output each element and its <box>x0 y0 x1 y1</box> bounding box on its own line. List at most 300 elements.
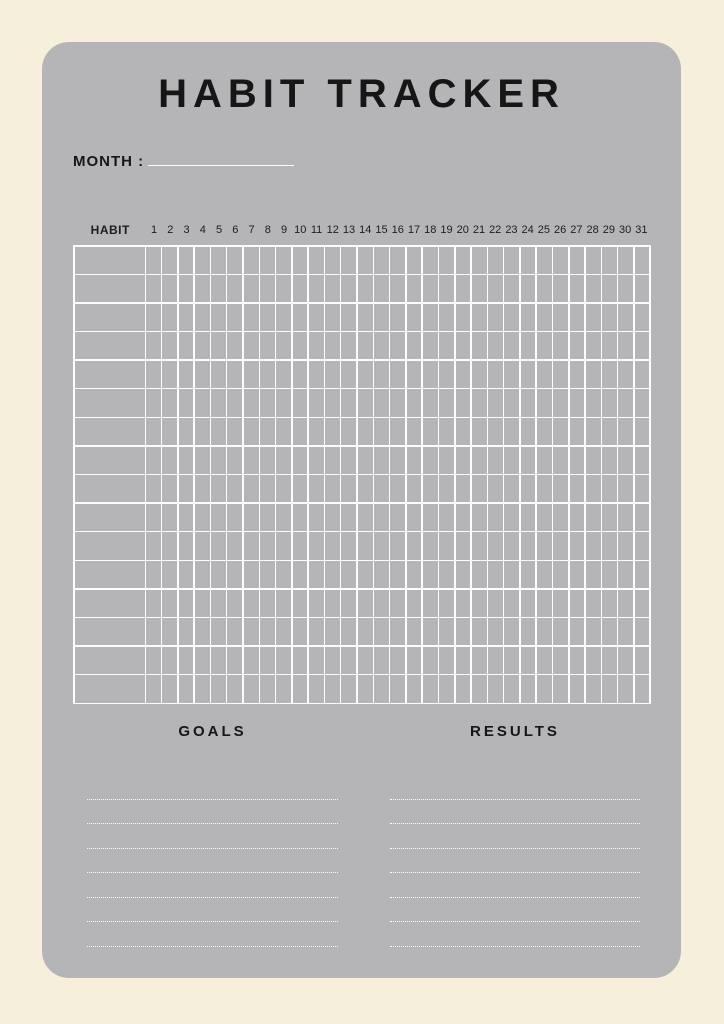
day-cell[interactable] <box>325 647 340 674</box>
day-cell[interactable] <box>456 532 471 559</box>
day-cell[interactable] <box>374 389 389 416</box>
day-cell[interactable] <box>358 418 373 445</box>
day-cell[interactable] <box>341 590 356 617</box>
day-cell[interactable] <box>293 675 308 702</box>
day-cell[interactable] <box>423 447 438 474</box>
day-cell[interactable] <box>358 504 373 531</box>
day-cell[interactable] <box>293 532 308 559</box>
day-cell[interactable] <box>325 504 340 531</box>
day-cell[interactable] <box>521 332 536 359</box>
day-cell[interactable] <box>244 647 259 674</box>
day-cell[interactable] <box>537 532 552 559</box>
day-cell[interactable] <box>553 532 568 559</box>
day-cell[interactable] <box>618 590 633 617</box>
day-cell[interactable] <box>309 247 324 274</box>
day-cell[interactable] <box>374 561 389 588</box>
day-cell[interactable] <box>341 247 356 274</box>
day-cell[interactable] <box>537 418 552 445</box>
day-cell[interactable] <box>325 475 340 502</box>
day-cell[interactable] <box>488 332 503 359</box>
day-cell[interactable] <box>227 590 242 617</box>
day-cell[interactable] <box>341 618 356 645</box>
day-cell[interactable] <box>211 275 226 302</box>
day-cell[interactable] <box>211 247 226 274</box>
day-cell[interactable] <box>374 361 389 388</box>
day-cell[interactable] <box>472 247 487 274</box>
day-cell[interactable] <box>227 504 242 531</box>
day-cell[interactable] <box>276 361 291 388</box>
day-cell[interactable] <box>521 475 536 502</box>
day-cell[interactable] <box>456 447 471 474</box>
day-cell[interactable] <box>293 389 308 416</box>
day-cell[interactable] <box>341 332 356 359</box>
day-cell[interactable] <box>407 361 422 388</box>
day-cell[interactable] <box>211 332 226 359</box>
day-cell[interactable] <box>439 532 454 559</box>
day-cell[interactable] <box>293 561 308 588</box>
day-cell[interactable] <box>358 475 373 502</box>
day-cell[interactable] <box>374 590 389 617</box>
day-cell[interactable] <box>195 361 210 388</box>
day-cell[interactable] <box>162 504 177 531</box>
day-cell[interactable] <box>195 590 210 617</box>
day-cell[interactable] <box>260 675 275 702</box>
day-cell[interactable] <box>293 275 308 302</box>
habit-name-cell[interactable] <box>75 618 145 645</box>
day-cell[interactable] <box>423 675 438 702</box>
day-cell[interactable] <box>439 332 454 359</box>
day-cell[interactable] <box>260 418 275 445</box>
day-cell[interactable] <box>537 275 552 302</box>
day-cell[interactable] <box>195 275 210 302</box>
writing-line[interactable] <box>87 922 338 947</box>
day-cell[interactable] <box>407 561 422 588</box>
day-cell[interactable] <box>439 447 454 474</box>
day-cell[interactable] <box>325 675 340 702</box>
day-cell[interactable] <box>358 532 373 559</box>
day-cell[interactable] <box>195 647 210 674</box>
day-cell[interactable] <box>244 418 259 445</box>
day-cell[interactable] <box>537 675 552 702</box>
day-cell[interactable] <box>504 418 519 445</box>
day-cell[interactable] <box>553 561 568 588</box>
day-cell[interactable] <box>439 675 454 702</box>
day-cell[interactable] <box>570 275 585 302</box>
day-cell[interactable] <box>602 647 617 674</box>
day-cell[interactable] <box>374 475 389 502</box>
day-cell[interactable] <box>521 389 536 416</box>
day-cell[interactable] <box>162 647 177 674</box>
day-cell[interactable] <box>325 590 340 617</box>
day-cell[interactable] <box>146 675 161 702</box>
writing-line[interactable] <box>87 849 338 874</box>
day-cell[interactable] <box>586 475 601 502</box>
day-cell[interactable] <box>227 304 242 331</box>
day-cell[interactable] <box>374 647 389 674</box>
day-cell[interactable] <box>407 389 422 416</box>
day-cell[interactable] <box>618 389 633 416</box>
day-cell[interactable] <box>423 361 438 388</box>
day-cell[interactable] <box>570 475 585 502</box>
day-cell[interactable] <box>211 532 226 559</box>
habit-name-cell[interactable] <box>75 447 145 474</box>
day-cell[interactable] <box>211 618 226 645</box>
day-cell[interactable] <box>309 561 324 588</box>
day-cell[interactable] <box>276 389 291 416</box>
day-cell[interactable] <box>602 275 617 302</box>
day-cell[interactable] <box>635 389 650 416</box>
day-cell[interactable] <box>195 532 210 559</box>
day-cell[interactable] <box>488 304 503 331</box>
day-cell[interactable] <box>227 418 242 445</box>
day-cell[interactable] <box>618 532 633 559</box>
day-cell[interactable] <box>504 361 519 388</box>
day-cell[interactable] <box>179 590 194 617</box>
day-cell[interactable] <box>602 675 617 702</box>
day-cell[interactable] <box>341 475 356 502</box>
day-cell[interactable] <box>423 418 438 445</box>
day-cell[interactable] <box>439 475 454 502</box>
day-cell[interactable] <box>439 647 454 674</box>
day-cell[interactable] <box>276 275 291 302</box>
day-cell[interactable] <box>488 361 503 388</box>
day-cell[interactable] <box>553 475 568 502</box>
day-cell[interactable] <box>390 247 405 274</box>
day-cell[interactable] <box>146 618 161 645</box>
day-cell[interactable] <box>260 561 275 588</box>
day-cell[interactable] <box>504 561 519 588</box>
writing-line[interactable] <box>390 873 640 898</box>
day-cell[interactable] <box>504 304 519 331</box>
day-cell[interactable] <box>358 389 373 416</box>
writing-line[interactable] <box>87 775 338 800</box>
day-cell[interactable] <box>537 304 552 331</box>
day-cell[interactable] <box>456 504 471 531</box>
writing-line[interactable] <box>87 873 338 898</box>
day-cell[interactable] <box>618 618 633 645</box>
day-cell[interactable] <box>244 332 259 359</box>
day-cell[interactable] <box>390 361 405 388</box>
day-cell[interactable] <box>276 475 291 502</box>
day-cell[interactable] <box>244 247 259 274</box>
day-cell[interactable] <box>537 332 552 359</box>
day-cell[interactable] <box>227 561 242 588</box>
day-cell[interactable] <box>504 447 519 474</box>
day-cell[interactable] <box>439 304 454 331</box>
day-cell[interactable] <box>309 418 324 445</box>
day-cell[interactable] <box>423 647 438 674</box>
day-cell[interactable] <box>537 561 552 588</box>
day-cell[interactable] <box>195 561 210 588</box>
day-cell[interactable] <box>618 504 633 531</box>
writing-line[interactable] <box>87 800 338 825</box>
day-cell[interactable] <box>488 247 503 274</box>
day-cell[interactable] <box>390 418 405 445</box>
day-cell[interactable] <box>488 447 503 474</box>
day-cell[interactable] <box>227 389 242 416</box>
day-cell[interactable] <box>570 361 585 388</box>
day-cell[interactable] <box>211 675 226 702</box>
day-cell[interactable] <box>244 618 259 645</box>
day-cell[interactable] <box>635 304 650 331</box>
day-cell[interactable] <box>146 361 161 388</box>
day-cell[interactable] <box>390 675 405 702</box>
day-cell[interactable] <box>325 561 340 588</box>
day-cell[interactable] <box>635 561 650 588</box>
day-cell[interactable] <box>504 504 519 531</box>
day-cell[interactable] <box>635 504 650 531</box>
day-cell[interactable] <box>488 504 503 531</box>
day-cell[interactable] <box>407 447 422 474</box>
day-cell[interactable] <box>227 332 242 359</box>
day-cell[interactable] <box>309 332 324 359</box>
day-cell[interactable] <box>211 304 226 331</box>
day-cell[interactable] <box>341 304 356 331</box>
day-cell[interactable] <box>293 590 308 617</box>
day-cell[interactable] <box>195 475 210 502</box>
day-cell[interactable] <box>260 504 275 531</box>
day-cell[interactable] <box>504 475 519 502</box>
day-cell[interactable] <box>423 475 438 502</box>
day-cell[interactable] <box>537 247 552 274</box>
day-cell[interactable] <box>407 647 422 674</box>
day-cell[interactable] <box>618 332 633 359</box>
day-cell[interactable] <box>504 675 519 702</box>
day-cell[interactable] <box>195 304 210 331</box>
day-cell[interactable] <box>162 532 177 559</box>
day-cell[interactable] <box>374 532 389 559</box>
day-cell[interactable] <box>325 361 340 388</box>
day-cell[interactable] <box>407 675 422 702</box>
day-cell[interactable] <box>635 675 650 702</box>
day-cell[interactable] <box>179 247 194 274</box>
day-cell[interactable] <box>244 561 259 588</box>
day-cell[interactable] <box>341 561 356 588</box>
day-cell[interactable] <box>325 332 340 359</box>
day-cell[interactable] <box>407 275 422 302</box>
day-cell[interactable] <box>179 361 194 388</box>
day-cell[interactable] <box>390 475 405 502</box>
day-cell[interactable] <box>341 389 356 416</box>
day-cell[interactable] <box>456 361 471 388</box>
day-cell[interactable] <box>472 647 487 674</box>
writing-line[interactable] <box>390 800 640 825</box>
day-cell[interactable] <box>537 618 552 645</box>
day-cell[interactable] <box>162 561 177 588</box>
day-cell[interactable] <box>146 504 161 531</box>
month-input-line[interactable] <box>148 152 294 166</box>
day-cell[interactable] <box>570 647 585 674</box>
day-cell[interactable] <box>195 418 210 445</box>
day-cell[interactable] <box>570 418 585 445</box>
day-cell[interactable] <box>195 675 210 702</box>
day-cell[interactable] <box>635 361 650 388</box>
day-cell[interactable] <box>260 475 275 502</box>
day-cell[interactable] <box>179 447 194 474</box>
day-cell[interactable] <box>586 332 601 359</box>
day-cell[interactable] <box>586 532 601 559</box>
day-cell[interactable] <box>179 561 194 588</box>
habit-name-cell[interactable] <box>75 304 145 331</box>
day-cell[interactable] <box>374 504 389 531</box>
day-cell[interactable] <box>179 532 194 559</box>
day-cell[interactable] <box>488 532 503 559</box>
day-cell[interactable] <box>358 447 373 474</box>
day-cell[interactable] <box>244 275 259 302</box>
day-cell[interactable] <box>390 304 405 331</box>
day-cell[interactable] <box>309 475 324 502</box>
day-cell[interactable] <box>195 389 210 416</box>
day-cell[interactable] <box>602 504 617 531</box>
day-cell[interactable] <box>407 532 422 559</box>
day-cell[interactable] <box>276 304 291 331</box>
day-cell[interactable] <box>227 675 242 702</box>
habit-name-cell[interactable] <box>75 247 145 274</box>
day-cell[interactable] <box>244 389 259 416</box>
day-cell[interactable] <box>358 590 373 617</box>
day-cell[interactable] <box>374 618 389 645</box>
day-cell[interactable] <box>358 618 373 645</box>
day-cell[interactable] <box>570 247 585 274</box>
day-cell[interactable] <box>439 504 454 531</box>
day-cell[interactable] <box>570 590 585 617</box>
day-cell[interactable] <box>179 504 194 531</box>
day-cell[interactable] <box>260 361 275 388</box>
day-cell[interactable] <box>488 389 503 416</box>
day-cell[interactable] <box>358 361 373 388</box>
day-cell[interactable] <box>570 532 585 559</box>
day-cell[interactable] <box>341 361 356 388</box>
day-cell[interactable] <box>374 418 389 445</box>
day-cell[interactable] <box>146 332 161 359</box>
day-cell[interactable] <box>293 447 308 474</box>
day-cell[interactable] <box>553 675 568 702</box>
day-cell[interactable] <box>227 247 242 274</box>
day-cell[interactable] <box>358 275 373 302</box>
day-cell[interactable] <box>423 590 438 617</box>
day-cell[interactable] <box>276 618 291 645</box>
day-cell[interactable] <box>325 275 340 302</box>
day-cell[interactable] <box>570 504 585 531</box>
day-cell[interactable] <box>635 332 650 359</box>
day-cell[interactable] <box>179 475 194 502</box>
day-cell[interactable] <box>146 275 161 302</box>
day-cell[interactable] <box>374 275 389 302</box>
day-cell[interactable] <box>472 275 487 302</box>
habit-name-cell[interactable] <box>75 590 145 617</box>
day-cell[interactable] <box>244 475 259 502</box>
day-cell[interactable] <box>407 618 422 645</box>
day-cell[interactable] <box>162 418 177 445</box>
day-cell[interactable] <box>390 647 405 674</box>
day-cell[interactable] <box>504 389 519 416</box>
habit-name-cell[interactable] <box>75 389 145 416</box>
day-cell[interactable] <box>162 389 177 416</box>
day-cell[interactable] <box>423 304 438 331</box>
day-cell[interactable] <box>635 475 650 502</box>
day-cell[interactable] <box>309 532 324 559</box>
day-cell[interactable] <box>309 504 324 531</box>
habit-name-cell[interactable] <box>75 332 145 359</box>
day-cell[interactable] <box>407 418 422 445</box>
day-cell[interactable] <box>146 389 161 416</box>
day-cell[interactable] <box>260 247 275 274</box>
day-cell[interactable] <box>586 275 601 302</box>
day-cell[interactable] <box>635 418 650 445</box>
day-cell[interactable] <box>227 647 242 674</box>
day-cell[interactable] <box>521 275 536 302</box>
day-cell[interactable] <box>407 504 422 531</box>
day-cell[interactable] <box>179 675 194 702</box>
day-cell[interactable] <box>260 447 275 474</box>
day-cell[interactable] <box>374 675 389 702</box>
day-cell[interactable] <box>162 618 177 645</box>
day-cell[interactable] <box>293 247 308 274</box>
day-cell[interactable] <box>325 447 340 474</box>
day-cell[interactable] <box>472 475 487 502</box>
habit-name-cell[interactable] <box>75 504 145 531</box>
day-cell[interactable] <box>146 304 161 331</box>
day-cell[interactable] <box>211 504 226 531</box>
day-cell[interactable] <box>179 304 194 331</box>
day-cell[interactable] <box>456 590 471 617</box>
day-cell[interactable] <box>635 647 650 674</box>
day-cell[interactable] <box>358 561 373 588</box>
day-cell[interactable] <box>618 275 633 302</box>
day-cell[interactable] <box>504 332 519 359</box>
day-cell[interactable] <box>341 504 356 531</box>
day-cell[interactable] <box>162 675 177 702</box>
day-cell[interactable] <box>488 590 503 617</box>
habit-name-cell[interactable] <box>75 561 145 588</box>
habit-name-cell[interactable] <box>75 418 145 445</box>
day-cell[interactable] <box>586 361 601 388</box>
day-cell[interactable] <box>276 532 291 559</box>
day-cell[interactable] <box>521 504 536 531</box>
day-cell[interactable] <box>602 447 617 474</box>
day-cell[interactable] <box>472 418 487 445</box>
day-cell[interactable] <box>390 590 405 617</box>
day-cell[interactable] <box>472 561 487 588</box>
day-cell[interactable] <box>341 447 356 474</box>
day-cell[interactable] <box>504 647 519 674</box>
day-cell[interactable] <box>244 675 259 702</box>
day-cell[interactable] <box>423 332 438 359</box>
day-cell[interactable] <box>521 561 536 588</box>
day-cell[interactable] <box>325 247 340 274</box>
day-cell[interactable] <box>227 532 242 559</box>
day-cell[interactable] <box>521 447 536 474</box>
day-cell[interactable] <box>439 561 454 588</box>
day-cell[interactable] <box>439 418 454 445</box>
day-cell[interactable] <box>456 389 471 416</box>
day-cell[interactable] <box>309 618 324 645</box>
writing-line[interactable] <box>390 824 640 849</box>
day-cell[interactable] <box>407 475 422 502</box>
day-cell[interactable] <box>618 304 633 331</box>
day-cell[interactable] <box>456 561 471 588</box>
day-cell[interactable] <box>244 304 259 331</box>
day-cell[interactable] <box>179 389 194 416</box>
day-cell[interactable] <box>602 332 617 359</box>
day-cell[interactable] <box>260 332 275 359</box>
day-cell[interactable] <box>146 418 161 445</box>
day-cell[interactable] <box>276 418 291 445</box>
day-cell[interactable] <box>537 361 552 388</box>
day-cell[interactable] <box>390 618 405 645</box>
day-cell[interactable] <box>358 675 373 702</box>
day-cell[interactable] <box>570 561 585 588</box>
